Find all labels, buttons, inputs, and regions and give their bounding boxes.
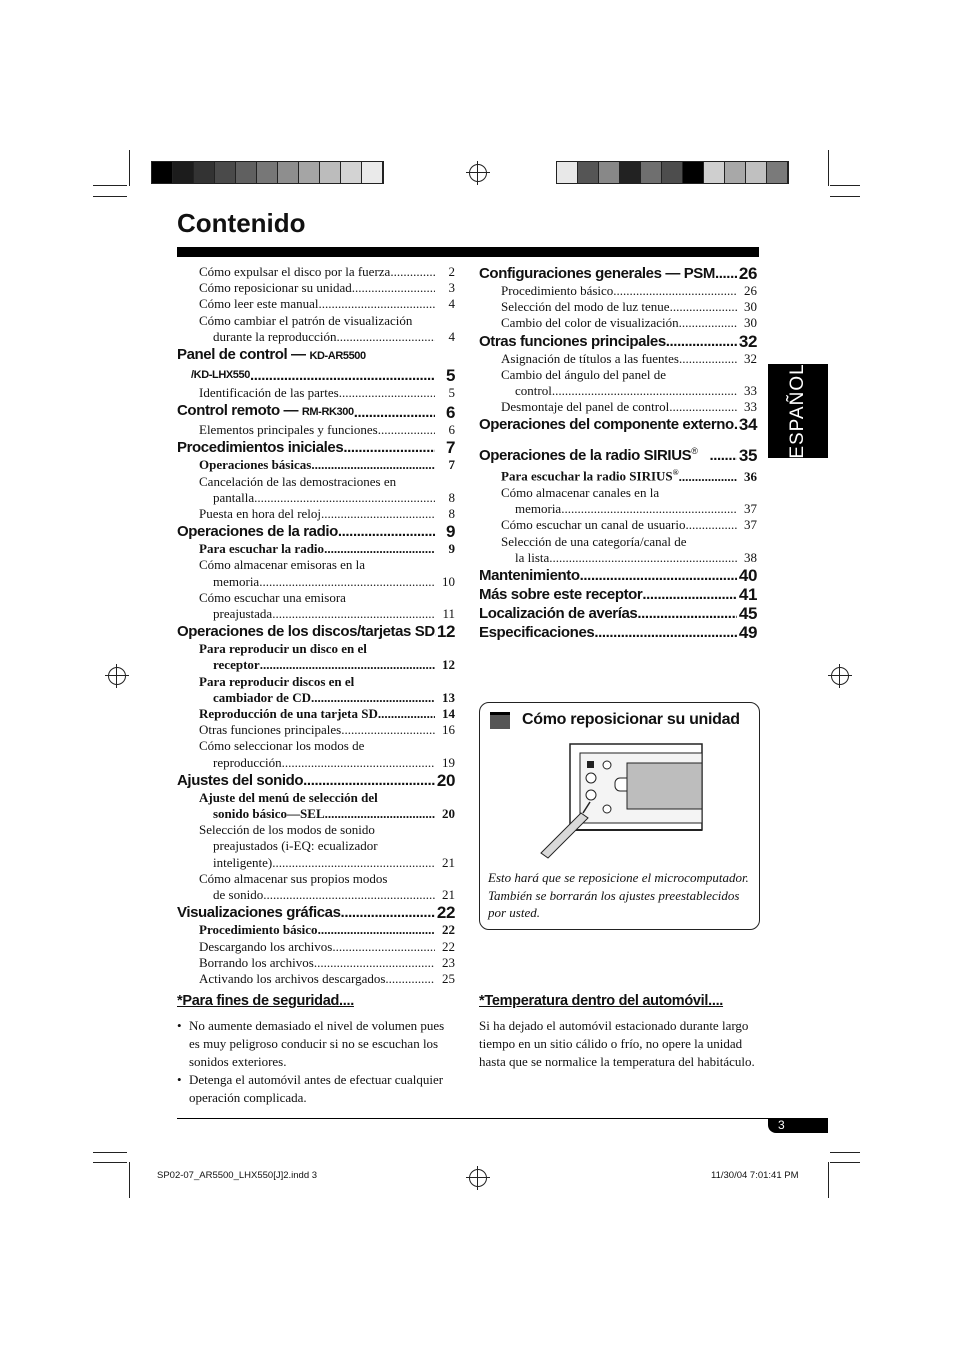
- footer-date: 11/30/04 7:01:41 PM: [711, 1170, 799, 1181]
- toc-entry: pantalla ..... 8: [177, 490, 455, 506]
- registration-mark-icon: [469, 164, 487, 182]
- color-swatch: [362, 162, 383, 183]
- toc-entry: Operaciones básicas ..... 7: [177, 457, 455, 473]
- crop-mark: [93, 185, 127, 186]
- toc-section-entry: Otras funciones principales ..... 32: [479, 332, 757, 351]
- toc-entry: Asignación de títulos a las fuentes ..... 32: [479, 351, 757, 367]
- color-swatch: [599, 162, 620, 183]
- page-number-tab: [768, 1118, 828, 1133]
- toc-entry: cambiador de CD ..... 13: [177, 690, 455, 706]
- toc-left-column: [177, 264, 455, 987]
- crop-mark: [830, 1152, 860, 1153]
- toc-entry-line: Cómo almacenar sus propios modos: [199, 870, 388, 886]
- temperature-heading: *Temperatura dentro del automóvil....: [479, 993, 724, 1009]
- toc-section-entry: Operaciones de la radio SIRIUS® ..... 35: [479, 442, 757, 465]
- crop-mark: [129, 150, 130, 186]
- page-number: 3: [778, 1118, 785, 1132]
- toc-right-column: [479, 264, 757, 642]
- page-title: Contenido: [177, 208, 306, 238]
- toc-section-entry: Mantenimiento ..... 40: [479, 566, 757, 585]
- toc-entry-line: Cómo almacenar canales en la: [501, 484, 660, 500]
- title-rule: [177, 247, 759, 257]
- toc-entry: memoria ..... 10: [177, 574, 455, 590]
- registration-mark-icon: [831, 667, 849, 685]
- color-swatch: [215, 162, 236, 183]
- toc-entry: Cómo reposicionar su unidad ..... 3: [177, 280, 455, 296]
- toc-section-entry: Más sobre este receptor ..... 41: [479, 585, 757, 604]
- temperature-text: Si ha dejado el automóvil estacionado durante largo tiempo en un sitio cálido o frío, no opere la unidad hasta que se normalice la temperatura del habitáculo.: [479, 1018, 755, 1069]
- registration-mark-icon: [108, 667, 126, 685]
- color-swatch: [173, 162, 194, 183]
- reset-box-title: Cómo reposicionar su unidad: [522, 711, 740, 728]
- reset-box-note: Esto hará que se reposicione el microcomputador. También se borrarán los ajustes preestablecidos por usted.: [488, 870, 749, 920]
- color-swatch: [578, 162, 599, 183]
- toc-entry: Cómo leer este manual ..... 4: [177, 296, 455, 312]
- color-swatch: [194, 162, 215, 183]
- toc-entry: Cómo expulsar el disco por la fuerza ..... 2: [177, 264, 455, 280]
- section-marker-icon: [490, 712, 510, 729]
- crop-mark: [830, 185, 860, 186]
- toc-section-entry: Visualizaciones gráficas ..... 22: [177, 903, 455, 922]
- toc-entry: Borrando los archivos ..... 23: [177, 955, 455, 971]
- color-bar-left: [151, 161, 384, 184]
- toc-entry: Cambio del color de visualización ..... 30: [479, 315, 757, 331]
- toc-entry: durante la reproducción ..... 4: [177, 329, 455, 345]
- reset-box-header: [490, 711, 740, 729]
- toc-entry: Otras funciones principales ..... 16: [177, 722, 455, 738]
- toc-section-entry: Ajustes del sonido ..... 20: [177, 771, 455, 790]
- toc-entry-line: Cancelación de las demostraciones en: [199, 473, 397, 489]
- toc-entry-line: Cómo seleccionar los modos de: [199, 738, 365, 754]
- toc-entry: receptor ..... 12: [177, 657, 455, 673]
- toc-entry: memoria ..... 37: [479, 501, 757, 517]
- color-swatch: [620, 162, 641, 183]
- language-tab: [768, 364, 828, 458]
- crop-mark: [129, 1162, 130, 1198]
- toc-entry-line: Cómo escuchar una emisora: [199, 589, 346, 605]
- color-swatch: [767, 162, 788, 183]
- color-swatch: [236, 162, 257, 183]
- toc-entry: de sonido ..... 21: [177, 887, 455, 903]
- reset-info-box: [479, 702, 760, 930]
- crop-mark: [93, 196, 127, 197]
- toc-section-entry: Operaciones del componente externo ..... 34: [479, 415, 757, 434]
- toc-entry: reproducción ..... 19: [177, 755, 455, 771]
- color-swatch: [341, 162, 362, 183]
- footer-filename: SP02-07_AR5500_LHX550[J]2.indd 3: [157, 1170, 318, 1181]
- color-swatch: [557, 162, 578, 183]
- toc-section-entry: Operaciones de la radio ..... 9: [177, 522, 455, 541]
- toc-entry: Descargando los archivos ..... 22: [177, 939, 455, 955]
- crop-mark: [93, 1152, 127, 1153]
- toc-section-entry: Control remoto — RM-RK300 ..... 6: [177, 401, 455, 422]
- toc-entry-line: Ajuste del menú de selección del: [199, 789, 378, 805]
- bottom-rule: [177, 1118, 827, 1119]
- registration-mark-icon: [469, 1169, 487, 1187]
- crop-mark: [830, 1162, 860, 1163]
- toc-entry-line: Para reproducir un disco en el: [199, 641, 367, 657]
- toc-entry: Desmontaje del panel de control ..... 33: [479, 399, 757, 415]
- safety-heading: *Para fines de seguridad....: [177, 993, 354, 1009]
- crop-mark: [828, 1162, 829, 1198]
- toc-section-entry: Configuraciones generales — PSM ..... 26: [479, 264, 757, 283]
- toc-entry: Cómo escuchar un canal de usuario ..... 37: [479, 517, 757, 533]
- language-label: ESPAÑOL: [787, 363, 808, 459]
- toc-entry: Identificación de las partes ..... 5: [177, 385, 455, 401]
- toc-entry: sonido básico—SEL ..... 20: [177, 806, 455, 822]
- toc-entry: Elementos principales y funciones ..... 6: [177, 422, 455, 438]
- toc-entry: Para escuchar la radio SIRIUS® ..... 36: [479, 465, 757, 485]
- toc-entry: preajustada ..... 11: [177, 606, 455, 622]
- toc-entry: Procedimiento básico ..... 26: [479, 283, 757, 299]
- color-swatch: [641, 162, 662, 183]
- crop-mark: [828, 150, 829, 186]
- toc-entry: Activando los archivos descargados ..... 25: [177, 971, 455, 987]
- toc-entry: Para escuchar la radio ..... 9: [177, 541, 455, 557]
- color-swatch: [299, 162, 320, 183]
- toc-entry-line: preajustados (i-EQ: ecualizador: [213, 838, 378, 854]
- toc-entry: Puesta en hora del reloj ..... 8: [177, 506, 455, 522]
- toc-entry: control ..... 33: [479, 383, 757, 399]
- toc-section-entry: Procedimientos iniciales ..... 7: [177, 438, 455, 457]
- color-swatch: [320, 162, 341, 183]
- toc-section-entry: Especificaciones ..... 49: [479, 623, 757, 642]
- toc-section-entry: Operaciones de los discos/tarjetas SD ..... 12: [177, 622, 455, 641]
- toc-entry-line: Cambio del ángulo del panel de: [501, 366, 666, 382]
- toc-entry: inteligente) ..... 21: [177, 855, 455, 871]
- color-swatch: [683, 162, 704, 183]
- color-swatch: [257, 162, 278, 183]
- toc-entry-line: Selección de los modos de sonido: [199, 822, 375, 838]
- color-swatch: [725, 162, 746, 183]
- toc-entry-line: Selección de una categoría/canal de: [501, 533, 687, 549]
- toc-entry: Reproducción de una tarjeta SD ..... 14: [177, 706, 455, 722]
- crop-mark: [830, 196, 860, 197]
- safety-bullet: • Detenga el automóvil antes de efectuar cualquier operación complicada.: [177, 1071, 452, 1107]
- color-swatch: [152, 162, 173, 183]
- color-swatch: [746, 162, 767, 183]
- toc-entry: Selección del modo de luz tenue ..... 30: [479, 299, 757, 315]
- color-bar-right: [556, 161, 789, 184]
- toc-entry-line: Cómo almacenar emisoras en la: [199, 557, 366, 573]
- color-swatch: [704, 162, 725, 183]
- safety-bullet: • No aumente demasiado el nivel de volumen pues es muy peligroso conducir si no se escuchan los sonidos exteriores.: [177, 1017, 452, 1071]
- toc-entry-line: Para reproducir discos en el: [199, 673, 355, 689]
- toc-entry: la lista ..... 38: [479, 550, 757, 566]
- reset-illustration: [535, 741, 705, 861]
- toc-entry-line: Cómo cambiar el patrón de visualización: [199, 312, 413, 328]
- toc-entry: Procedimiento básico ..... 22: [177, 922, 455, 938]
- toc-section-entry: /KD-LHX550 ..... 5: [177, 366, 455, 385]
- color-swatch: [662, 162, 683, 183]
- toc-section-entry: Localización de averías ..... 45: [479, 604, 757, 623]
- safety-list: [177, 1017, 452, 1107]
- toc-section-heading: Panel de control — KD-AR5500: [177, 346, 366, 364]
- crop-mark: [93, 1162, 127, 1163]
- color-swatch: [278, 162, 299, 183]
